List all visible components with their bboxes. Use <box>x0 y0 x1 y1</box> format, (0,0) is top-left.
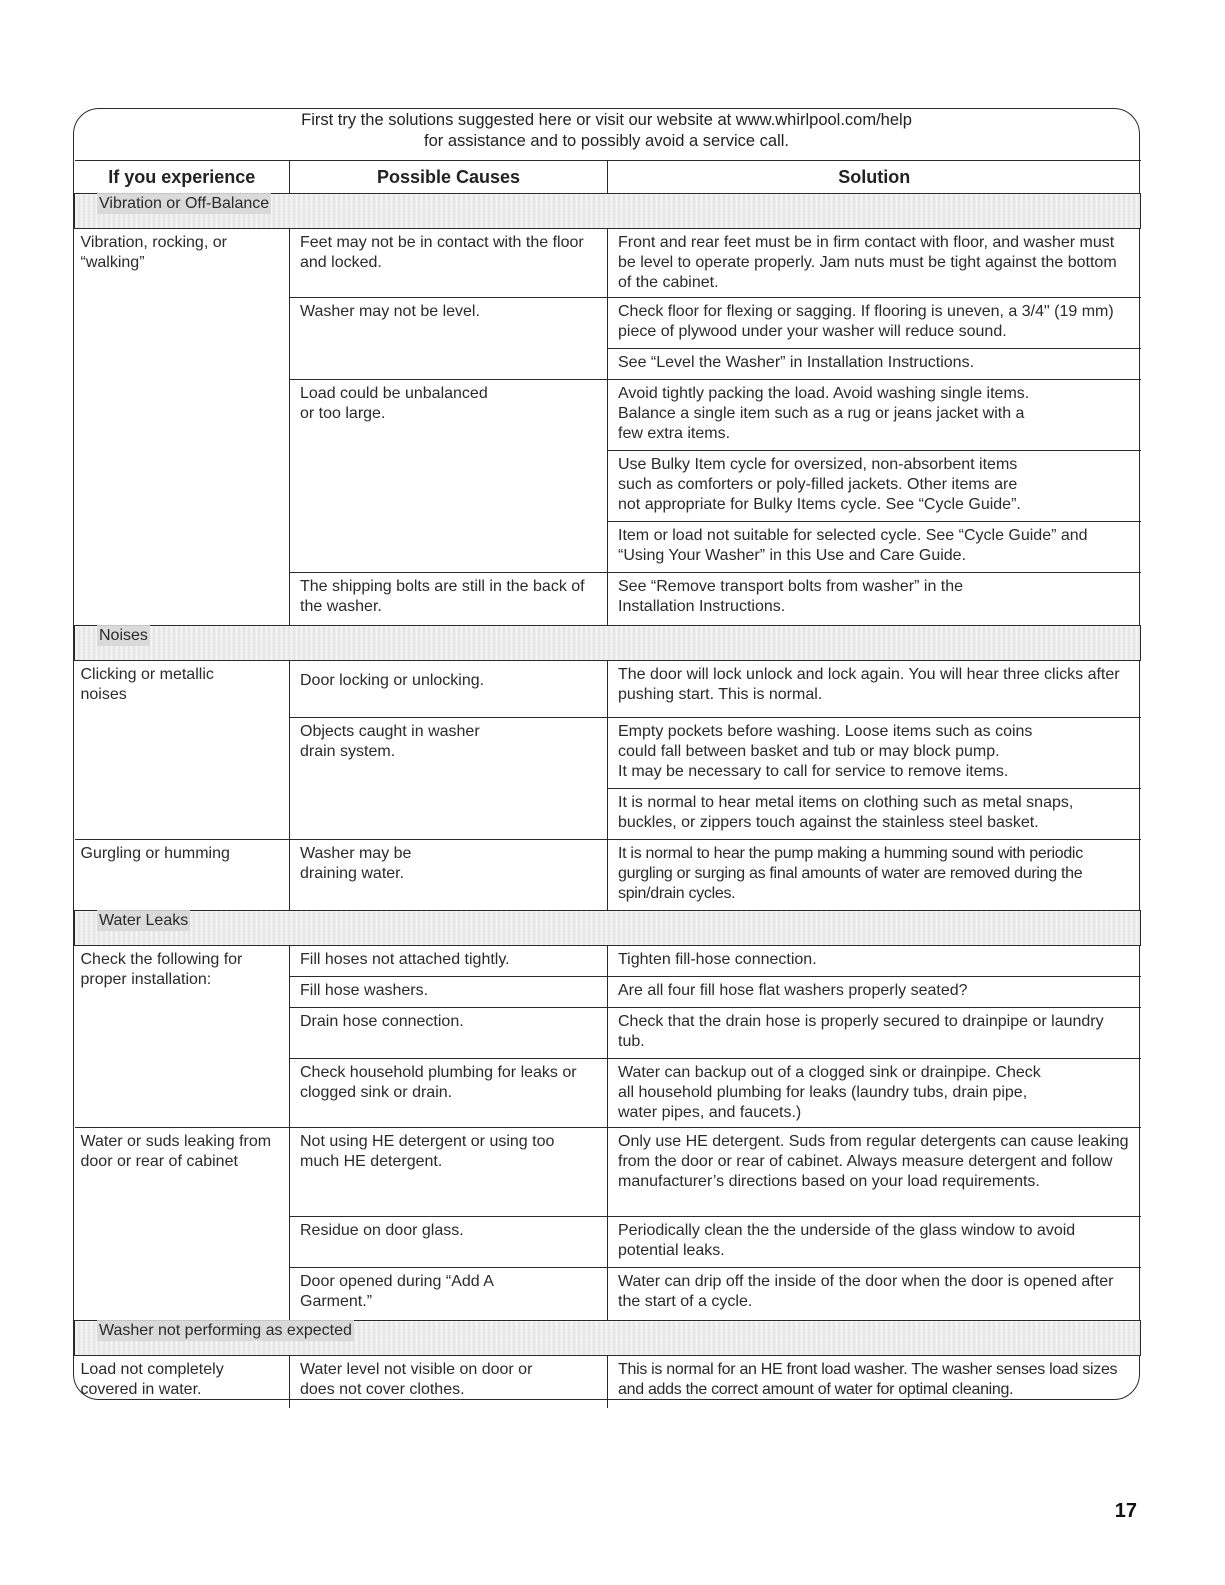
table-row <box>75 840 1141 911</box>
cause-cell: Not using HE detergent or using too much HE detergent. <box>290 1128 608 1217</box>
cause-cell: Washer may be draining water. <box>290 840 608 911</box>
header-causes: Possible Causes <box>290 161 608 194</box>
experience-cell: Check the following for proper installation: <box>75 946 290 1128</box>
solution-cell: Check floor for flexing or sagging. If flooring is uneven, a 3/4" (19 mm) piece of plywood under your washer will reduce sound. <box>608 298 1141 349</box>
cause-cell: Residue on door glass. <box>290 1217 608 1268</box>
section-water-leaks <box>75 911 1141 946</box>
solution-cell: Water can backup out of a clogged sink or drainpipe. Check all household plumbing for leaks (laundry tubs, drain pipe, water pipes, and faucets.) <box>608 1059 1141 1128</box>
section-title: Water Leaks <box>99 912 189 929</box>
intro-line-2: for assistance and to possibly avoid a service call. <box>423 132 789 150</box>
table-row <box>75 1356 1141 1409</box>
experience-cell: Vibration, rocking, or “walking” <box>75 229 290 626</box>
cause-cell: Feet may not be in contact with the floor and locked. <box>290 229 608 298</box>
header-row <box>75 161 1141 194</box>
cause-cell: Drain hose connection. <box>290 1008 608 1059</box>
table-row <box>75 1128 1141 1217</box>
solution-cell: Avoid tightly packing the load. Avoid washing single items. Balance a single item such as a rug or jeans jacket with a few extra items. <box>608 380 1141 451</box>
cause-cell: Washer may not be level. <box>290 298 608 380</box>
cause-cell: Check household plumbing for leaks or clogged sink or drain. <box>290 1059 608 1128</box>
solution-cell: It is normal to hear metal items on clothing such as metal snaps, buckles, or zippers touch against the stainless steel basket. <box>608 789 1141 840</box>
section-title: Vibration or Off-Balance <box>99 195 270 212</box>
solution-cell: See “Level the Washer” in Installation Instructions. <box>608 349 1141 380</box>
page-number: 17 <box>1114 1500 1137 1522</box>
header-solution: Solution <box>608 161 1141 194</box>
section-vibration <box>75 194 1141 229</box>
table-row <box>75 229 1141 298</box>
solution-cell: Only use HE detergent. Suds from regular detergents can cause leaking from the door or rear of cabinet. Always measure detergent and follow manufacturer’s directions based on your load requirements. <box>608 1128 1141 1217</box>
cause-cell: Load could be unbalanced or too large. <box>290 380 608 573</box>
section-title: Noises <box>99 627 148 644</box>
solution-cell: The door will lock unlock and lock again. You will hear three clicks after pushing start. This is normal. <box>608 661 1141 718</box>
intro-line-1: First try the solutions suggested here or visit our website at www.whirlpool.com/help <box>301 111 912 129</box>
experience-cell: Load not completely covered in water. <box>75 1356 290 1409</box>
table-row <box>75 661 1141 718</box>
section-title: Washer not performing as expected <box>99 1322 352 1339</box>
solution-cell: Water can drip off the inside of the door when the door is opened after the start of a cycle. <box>608 1268 1141 1321</box>
solution-cell: See “Remove transport bolts from washer” in the Installation Instructions. <box>608 573 1141 626</box>
solution-cell: Front and rear feet must be in firm contact with floor, and washer must be level to operate properly. Jam nuts must be tight against the bottom of the cabinet. <box>608 229 1141 298</box>
solution-cell: Tighten fill-hose connection. <box>608 946 1141 977</box>
cause-cell: Door opened during “Add A Garment.” <box>290 1268 608 1321</box>
cause-cell: The shipping bolts are still in the back of the washer. <box>290 573 608 626</box>
intro-text <box>73 110 1140 152</box>
header-experience: If you experience <box>75 161 290 194</box>
cause-cell: Objects caught in washer drain system. <box>290 718 608 840</box>
experience-cell: Gurgling or humming <box>75 840 290 911</box>
solution-cell: Periodically clean the the underside of the glass window to avoid potential leaks. <box>608 1217 1141 1268</box>
experience-cell: Water or suds leaking from door or rear of cabinet <box>75 1128 290 1321</box>
section-noises <box>75 626 1141 661</box>
solution-cell: Empty pockets before washing. Loose items such as coins could fall between basket and tub or may block pump. It may be necessary to call for service to remove items. <box>608 718 1141 789</box>
cause-cell: Water level not visible on door or does not cover clothes. <box>290 1356 608 1409</box>
experience-cell: Clicking or metallic noises <box>75 661 290 840</box>
table-row <box>75 946 1141 977</box>
solution-cell: Item or load not suitable for selected cycle. See “Cycle Guide” and “Using Your Washer” in this Use and Care Guide. <box>608 522 1141 573</box>
cause-cell: Fill hoses not attached tightly. <box>290 946 608 977</box>
solution-cell: Are all four fill hose flat washers properly seated? <box>608 977 1141 1008</box>
solution-cell: Check that the drain hose is properly secured to drainpipe or laundry tub. <box>608 1008 1141 1059</box>
troubleshooting-table <box>74 160 1141 1408</box>
solution-cell: Use Bulky Item cycle for oversized, non-absorbent items such as comforters or poly-filled jackets. Other items are not appropriate for Bulky Items cycle. See “Cycle Guide”. <box>608 451 1141 522</box>
cause-cell: Fill hose washers. <box>290 977 608 1008</box>
solution-cell: It is normal to hear the pump making a humming sound with periodic gurgling or surging as final amounts of water are removed during the spin/drain cycles. <box>608 840 1141 911</box>
section-performance <box>75 1321 1141 1356</box>
solution-cell: This is normal for an HE front load washer. The washer senses load sizes and adds the correct amount of water for optimal cleaning. <box>608 1356 1141 1409</box>
cause-cell: Door locking or unlocking. <box>290 661 608 718</box>
